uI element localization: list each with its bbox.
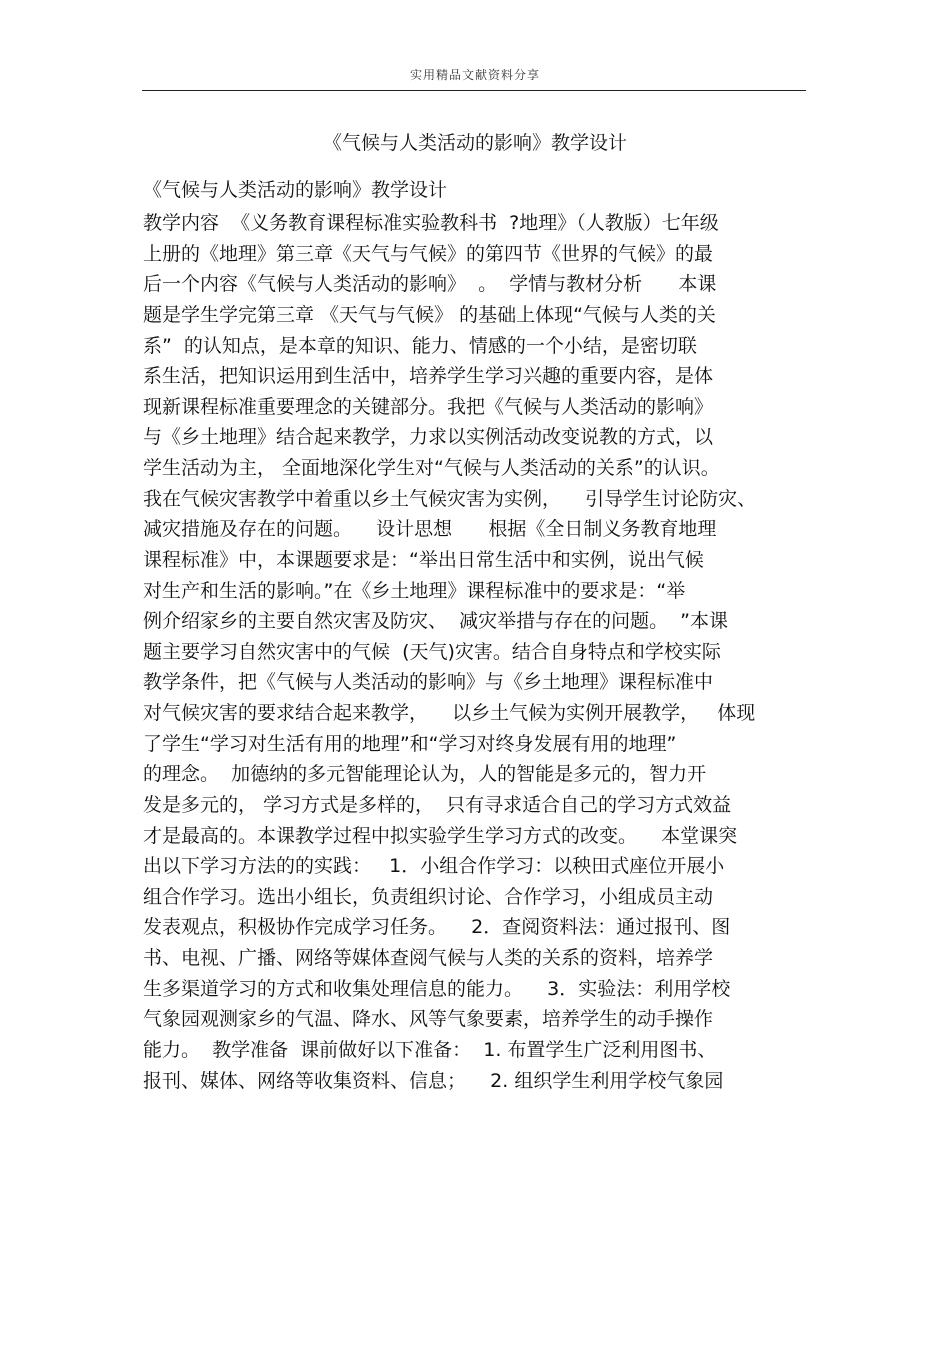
body-text-line: 系生活，把知识运用到生活中，培养学生学习兴趣的重要内容，是体: [143, 365, 714, 388]
body-text-line: 对气候灾害的要求结合起来教学， 以乡土气候为实例开展教学， 体现: [143, 702, 756, 724]
body-text-line: 出以下学习方法的的实践： 1．小组合作学习：以秧田式座位开展小: [143, 855, 725, 878]
body-text-line: 了学生“学习对生活有用的地理”和“学习对终身发展有用的地理”: [143, 732, 677, 755]
body-text-line: 系” 的认知点，是本章的知识、能力、情感的一个小结，是密切联: [143, 334, 697, 357]
body-text-line: 书、电视、广播、网络等媒体查阅气候与人类的关系的资料，培养学: [143, 947, 714, 969]
body-text-line: 报刊、媒体、网络等收集资料、信息； 2. 组织学生利用学校气象园: [143, 1069, 724, 1092]
document-subtitle: 《气候与人类活动的影响》教学设计: [143, 179, 448, 201]
body-text-line: 发表观点，积极协作完成学习任务。 2．查阅资料法：通过报刊、图: [143, 916, 731, 939]
body-text-line: 教学内容 《义务教育课程标准实验教科书 ?地理》（人教版）七年级: [143, 212, 719, 234]
body-text-line: 生多渠道学习的方式和收集处理信息的能力。 3．实验法：利用学校: [143, 977, 731, 1000]
body-text-line: 对生产和生活的影响。”在《乡土地理》课程标准中的要求是：“举: [143, 579, 686, 602]
body-text-line: 例介绍家乡的主要自然灾害及防灾、 减灾举措与存在的问题。 ”本课: [143, 610, 729, 633]
body-text-line: 的理念。 加德纳的多元智能理论认为，人的智能是多元的，智力开: [143, 763, 707, 786]
body-text-line: 教学条件，把《气候与人类活动的影响》与《乡土地理》课程标准中: [143, 671, 714, 694]
body-text-line: 能力。 教学准备 课前做好以下准备： 1. 布置学生广泛利用图书、: [143, 1038, 717, 1061]
body-text-line: 组合作学习。选出小组长，负责组织讨论、合作学习，小组成员主动: [143, 885, 714, 908]
body-text-line: 发是多元的， 学习方式是多样的， 只有寻求适合自己的学习方式效益: [143, 793, 732, 816]
body-text-line: 与《乡土地理》结合起来教学，力求以实例活动改变说教的方式，以: [143, 426, 714, 449]
body-text-line: 我在气候灾害教学中着重以乡土气候灾害为实例， 引导学生讨论防灾、: [143, 487, 757, 510]
body-text-line: 后一个内容《气候与人类活动的影响》 。 学情与教材分析 本课: [143, 273, 717, 296]
body-text-line: 减灾措施及存在的问题。 设计思想 根据《全日制义务教育地理: [143, 518, 717, 541]
body-text-line: 学生活动为主， 全面地深化学生对“气候与人类活动的关系”的认识。: [143, 457, 720, 479]
body-text-line: 气象园观测家乡的气温、降水、风等气象要素，培养学生的动手操作: [143, 1008, 714, 1031]
body-text-line: 题主要学习自然灾害中的气候 (天气)灾害。结合自身特点和学校实际: [143, 640, 721, 663]
body-text-line: 上册的《地理》第三章《天气与气候》的第四节《世界的气候》的最: [143, 242, 714, 265]
body-text-line: 现新课程标准重要理念的关键部分。我把《气候与人类活动的影响》: [143, 395, 714, 418]
header-divider: [142, 90, 806, 91]
body-text-line: 题是学生学完第三章 《天气与气候》 的基础上体现“气候与人类的关: [143, 303, 716, 326]
document-title: 《气候与人类活动的影响》教学设计: [322, 132, 627, 154]
document-body: [143, 208, 823, 1096]
body-text-line: 课程标准》中，本课题要求是：“举出日常生活中和实例，说出气候: [143, 548, 704, 571]
body-text-line: 才是最高的。本课教学过程中拟实验学生学习方式的改变。 本堂课突: [143, 824, 738, 847]
page-header: 实用精品文献资料分享: [409, 68, 540, 82]
